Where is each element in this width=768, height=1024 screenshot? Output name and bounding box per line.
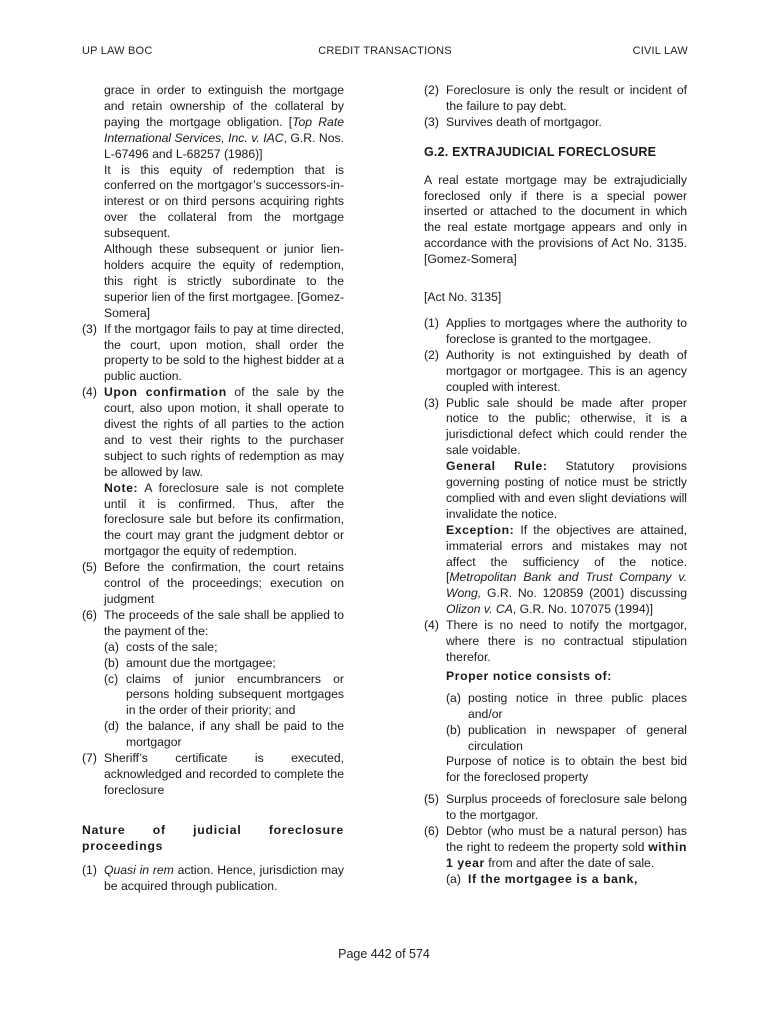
list-item-3: (3) Survives death of mortgagor. [424, 114, 602, 129]
list-number: (2) [424, 83, 439, 97]
list-number: (6) [424, 824, 439, 839]
sub-item: (a) costs of the sale; [104, 639, 218, 654]
sub-item: (b) publication in newspaper of general circulation [446, 722, 687, 753]
case-citation: Metropolitan Bank and Trust Company v. Wong, [446, 570, 687, 601]
proper-notice-heading: Proper notice consists of: [446, 668, 612, 683]
intro-paragraph: A real estate mortgage may be extrajudicially foreclosed only if there is a special power inserted or attached to the document in which the real estate mortgage appears and only in accordance with the provisions of Act No. 3135. [Gomez-Somera] [424, 172, 687, 267]
general-rule: General Rule: Statutory provisions governing posting of notice must be strictly complied with and even slight deviations will invalidate the notice. [446, 459, 687, 521]
page-number: Page 442 of 574 [338, 947, 430, 961]
intro-paragraph-3: Although these subsequent or junior lien-holders acquire the equity of redemption, this right is strictly subordinate to the superior lien of the first mortgagee. [Gomez-Somera] [104, 242, 344, 320]
nature-item-1: (1) Quasi in rem action. Hence, jurisdiction may be acquired through publication. [82, 862, 345, 893]
intro-paragraph-2: It is this equity of redemption that is conferred on the mortgagor’s successors-in-interest or on third persons acquiring rights over the collateral from the mortgage subsequent. [104, 162, 344, 241]
list-number: (1) [82, 862, 97, 877]
note-paragraph: Note: A foreclosure sale is not complete until it is confirmed. Thus, after the foreclosure sale but before its confirmation, the court may grant the judgment debtor or mortgagor the equity of redemption. [104, 480, 344, 559]
section-heading: Nature of judicial foreclosure proceedings [82, 822, 344, 853]
list-number: (2) [424, 347, 439, 362]
sub-item: (c) claims of junior encumbrancers or persons holding subsequent mortgages in the order of their priority; and [104, 671, 344, 718]
list-number: (5) [424, 792, 439, 807]
case-citation: Top Rate International Services, Inc. v. IAC [104, 114, 344, 145]
list-number: (7) [82, 751, 97, 766]
emphasis: Upon confirmation [104, 385, 227, 400]
list-item-5: (5) Before the confirmation, the court retains control of the proceedings; execution on judgment [82, 560, 344, 606]
section-title: G.2. EXTRAJUDICIAL FORECLOSURE [424, 144, 657, 159]
header-right: CIVIL LAW [632, 45, 688, 57]
list-number: (6) [82, 607, 97, 622]
list-item-6: (6) The proceeds of the sale shall be applied to the payment of the: (a) costs of the sale; (b) amount due the mortgagee; (c) claims of junior encumbrancers or persons holding subsequent mortgages in the order of their priority; and (d) the balance, if any shall be paid to the mortgagor [82, 607, 344, 750]
list-number: (4) [424, 618, 439, 633]
exception: Exception: If the objectives are attained, immaterial errors and mistakes may not affect the sufficiency of the notice. [Metropolitan Bank and Trust Company v. Wong, G.R. No. 120859 (2001) discussing Olizon v. CA, G.R. No. 107075 (1994)] [446, 522, 687, 617]
act-reference: [Act No. 3135] [424, 290, 502, 305]
left-column [82, 83, 344, 894]
sub-item: (d) the balance, if any shall be paid to the mortgagor [104, 719, 344, 750]
sub-item: (b) amount due the mortgagee; [104, 655, 276, 670]
header-left: UP LAW BOC [82, 45, 153, 57]
list-number: (1) [424, 315, 439, 330]
header-center: CREDIT TRANSACTIONS [318, 45, 452, 57]
emphasis: within 1 year [446, 839, 687, 870]
act-item-2: (2) Authority is not extinguished by death of mortgagor or mortgagee. This is an agency coupled with interest. [424, 347, 687, 394]
note-label: Note: [104, 480, 139, 495]
act-item-1: (1) Applies to mortgages where the authority to foreclose is granted to the mortgagee. [424, 315, 687, 346]
act-item-5: (5) Surplus proceeds of foreclosure sale belong to the mortgagor. [424, 792, 687, 823]
act-item-3: (3) Public sale should be made after proper notice to the public; otherwise, it is a jurisdictional defect which could render the sale voidable. General Rule: Statutory provisions governing posting of notice must be strictly complied with and even slight deviations will invalidate the notice. Exception: If the objectives are attained, immaterial errors and mistakes may not affect the sufficiency of the notice. [Metropolitan Bank and Trust Company v. Wong, G.R. No. 120859 (2001) discussing Olizon v. CA, G.R. No. 107075 (1994)] [424, 395, 687, 617]
list-item-2: (2) Foreclosure is only the result or incident of the failure to pay debt. [424, 83, 687, 113]
sub-item: (a) If the mortgagee is a bank, [446, 871, 638, 886]
list-number: (3) [424, 114, 439, 129]
list-number: (5) [82, 560, 97, 575]
case-citation: Olizon v. CA [446, 602, 513, 617]
list-item-3: (3) If the mortgagor fails to pay at time directed, the court, upon motion, shall order the property to be sold to the highest bidder at a public auction. [82, 321, 344, 384]
list-number: (3) [82, 321, 97, 336]
sub-item: (a) posting notice in three public places and/or [446, 690, 687, 721]
intro-paragraph-1: grace in order to extinguish the mortgage and retain ownership of the collateral by paying the mortgage obligation. [Top Rate International Services, Inc. v. IAC, G.R. Nos. L-67496 and L-68257 (1986)] [104, 83, 344, 161]
right-column [424, 83, 687, 888]
act-item-6: (6) Debtor (who must be a natural person) has the right to redeem the property sold within 1 year from and after the date of sale. (a) If the mortgagee is a bank, [424, 824, 687, 886]
italic-term: Quasi in rem [104, 862, 174, 877]
list-number: (3) [424, 395, 439, 410]
list-number: (4) [82, 385, 97, 400]
list-item-7: (7) Sheriff’s certificate is executed, acknowledged and recorded to complete the foreclosure [82, 751, 344, 797]
act-item-4: (4) There is no need to notify the mortgagor, where there is no contractual stipulation therefor. Proper notice consists of: (a) posting notice in three public places and/or (b) publication in newspaper of general circulation Purpose of notice is to obtain the best bid for the foreclosed property [424, 618, 687, 785]
purpose-note: Purpose of notice is to obtain the best bid for the foreclosed property [446, 754, 687, 785]
list-item-4: (4) Upon confirmation of the sale by the court, also upon motion, it shall operate to divest the rights of all parties to the action and to vest their rights to the purchaser subject to such rights of redemption as may be allowed by law. [82, 385, 344, 479]
